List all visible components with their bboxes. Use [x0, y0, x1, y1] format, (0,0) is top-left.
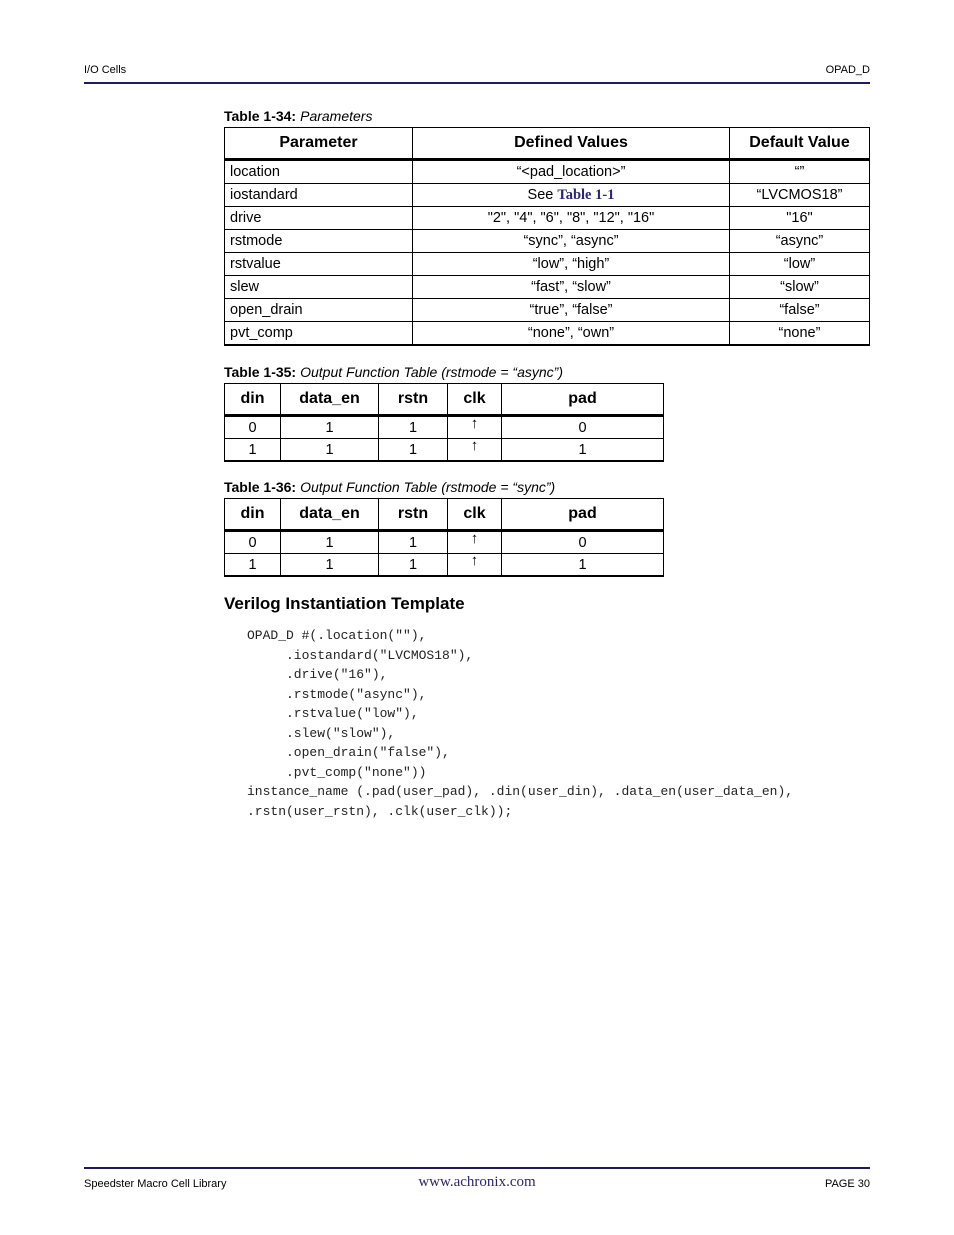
default-cell: “none” — [730, 322, 870, 346]
default-cell: “LVCMOS18” — [730, 184, 870, 207]
table-row — [225, 531, 664, 554]
pad-cell: 0 — [502, 416, 664, 439]
footer-page-number: PAGE 30 — [824, 1178, 870, 1190]
caption-title: Output Function Table (rstmode = “async”) — [300, 364, 563, 380]
values-cell: “true”, “false” — [413, 299, 730, 322]
column-header: clk — [448, 499, 502, 531]
column-header: rstn — [379, 384, 448, 416]
column-header: pad — [502, 499, 664, 531]
verilog-section-title: Verilog Instantiation Template — [224, 594, 465, 613]
caption-label: Table 1-36: — [224, 479, 297, 495]
footer-website-link[interactable]: www.achronix.com — [418, 1174, 536, 1190]
values-cell: “low”, “high” — [413, 253, 730, 276]
default-cell: “false” — [730, 299, 870, 322]
rising-edge-icon: ↑ — [470, 414, 479, 432]
param-cell: location — [225, 160, 413, 184]
header-rule — [84, 82, 870, 84]
param-cell: rstmode — [225, 230, 413, 253]
values-cell — [413, 184, 730, 207]
column-header: Default Value — [730, 128, 870, 160]
table-1-1-link[interactable]: Table 1-1 — [557, 186, 615, 203]
rstn-cell: 1 — [379, 416, 448, 439]
param-cell: open_drain — [225, 299, 413, 322]
data-en-cell: 1 — [281, 554, 379, 577]
table-row — [225, 184, 870, 207]
parameters-table — [224, 127, 870, 346]
default-cell: “async” — [730, 230, 870, 253]
header-cell-name: OPAD_D — [825, 64, 870, 76]
table-row — [225, 160, 870, 184]
values-cell: “<pad_location>” — [413, 160, 730, 184]
values-prefix: See — [527, 186, 558, 203]
default-cell: “low” — [730, 253, 870, 276]
table-row — [225, 439, 664, 462]
default-cell: “” — [730, 160, 870, 184]
column-header: clk — [448, 384, 502, 416]
values-cell: “none”, “own” — [413, 322, 730, 346]
param-cell: rstvalue — [225, 253, 413, 276]
column-header: din — [225, 499, 281, 531]
column-header: data_en — [281, 384, 379, 416]
rstn-cell: 1 — [379, 554, 448, 577]
pad-cell: 1 — [502, 554, 664, 577]
clk-cell — [448, 531, 502, 554]
table-row — [225, 416, 664, 439]
din-cell: 0 — [225, 416, 281, 439]
table-row — [225, 554, 664, 577]
table-row — [225, 207, 870, 230]
pad-cell: 0 — [502, 531, 664, 554]
column-header: data_en — [281, 499, 379, 531]
clk-cell — [448, 436, 502, 462]
param-cell: slew — [225, 276, 413, 299]
header-section-label: I/O Cells — [84, 64, 127, 76]
pad-cell: 1 — [502, 439, 664, 462]
column-header: pad — [502, 384, 664, 416]
data-en-cell: 1 — [281, 531, 379, 554]
async-table-caption — [224, 364, 563, 380]
default-cell: “slow” — [730, 276, 870, 299]
din-cell: 0 — [225, 531, 281, 554]
caption-title: Parameters — [300, 108, 373, 124]
values-cell: “fast”, “slow” — [413, 276, 730, 299]
async-function-table — [224, 383, 664, 462]
table-row — [225, 253, 870, 276]
rising-edge-icon: ↑ — [470, 551, 479, 569]
column-header: din — [225, 384, 281, 416]
table-row — [225, 230, 870, 253]
din-cell: 1 — [225, 554, 281, 577]
footer-document-title: Speedster Macro Cell Library — [84, 1178, 227, 1190]
table-row — [225, 276, 870, 299]
caption-label: Table 1-35: — [224, 364, 297, 380]
caption-label: Table 1-34: — [224, 108, 297, 124]
parameters-caption — [224, 108, 372, 124]
values-cell: "2", "4", "6", "8", "12", "16" — [413, 207, 730, 230]
column-header: rstn — [379, 499, 448, 531]
table-row — [225, 299, 870, 322]
rstn-cell: 1 — [379, 531, 448, 554]
rising-edge-icon: ↑ — [470, 529, 479, 547]
column-header: Defined Values — [413, 128, 730, 160]
default-cell: "16" — [730, 207, 870, 230]
clk-cell — [448, 551, 502, 577]
din-cell: 1 — [225, 439, 281, 462]
footer-rule — [84, 1167, 870, 1169]
table-row — [225, 322, 870, 346]
values-cell: “sync”, “async” — [413, 230, 730, 253]
clk-cell — [448, 416, 502, 439]
param-cell: iostandard — [225, 184, 413, 207]
sync-function-table — [224, 498, 664, 577]
verilog-code-block: OPAD_D #(.location(""), .iostandard("LVCMOS18"), .drive("16"), .rstmode("async"), .rstvalue("low"), .slew("slow"), .open_drain("false"), .pvt_comp("none")) instance_name (.pad(user_pad), .din(user_din), .data_en(user_data_en), .rstn(user_rstn), .clk(user_clk)); — [247, 628, 794, 819]
caption-title: Output Function Table (rstmode = “sync”) — [300, 479, 556, 495]
rstn-cell: 1 — [379, 439, 448, 462]
param-cell: drive — [225, 207, 413, 230]
rising-edge-icon: ↑ — [470, 436, 479, 454]
data-en-cell: 1 — [281, 416, 379, 439]
column-header: Parameter — [225, 128, 413, 160]
sync-table-caption — [224, 479, 555, 495]
param-cell: pvt_comp — [225, 322, 413, 346]
data-en-cell: 1 — [281, 439, 379, 462]
